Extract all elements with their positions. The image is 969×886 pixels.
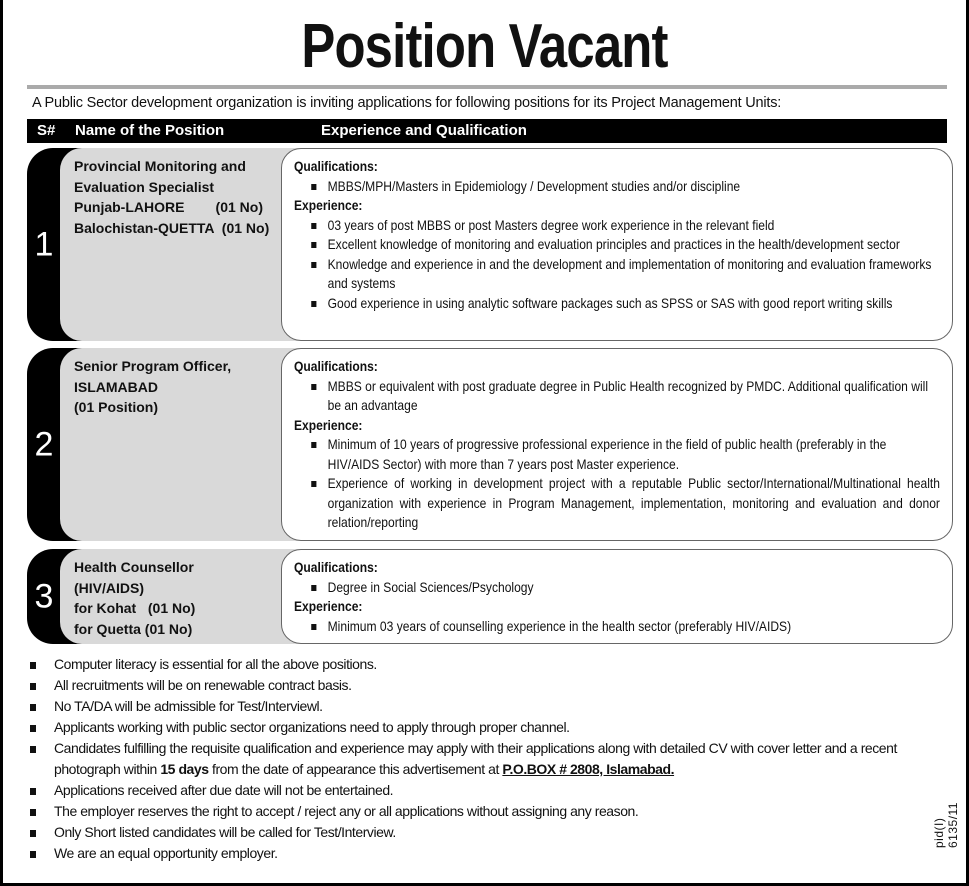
experience-item: Minimum 03 years of counselling experience in the health sector (preferably HIV/AIDS) — [311, 617, 940, 637]
position-row — [27, 348, 953, 541]
header-experience: Experience and Qualification — [321, 122, 527, 139]
position-number: 2 — [34, 425, 54, 463]
experience-label: Experience: — [294, 416, 363, 433]
note-item: The employer reserves the right to accept / reject any or all applications without assigning any reason. — [30, 801, 930, 822]
divider — [27, 85, 947, 89]
position-name: Senior Program Officer, ISLAMABAD (01 Position) — [60, 348, 312, 541]
header-sno: S# — [37, 122, 56, 139]
position-details — [281, 348, 953, 541]
experience-label: Experience: — [294, 197, 363, 213]
experience-item: Excellent knowledge of monitoring and evaluation principles and practices in the health/development sector — [311, 235, 940, 255]
experience-item: Knowledge and experience in and the development and implementation of monitoring and evaluation frameworks and systems — [311, 255, 940, 294]
note-item: Only Short listed candidates will be called for Test/Interview. — [30, 822, 930, 843]
qualifications-label: Qualifications: — [294, 358, 378, 374]
apply-text-mid: from the date of appearance this advertisement at — [208, 761, 503, 777]
position-name: Provincial Monitoring and Evaluation Specialist Punjab-LAHORE (01 No) Balochistan-QUETTA (01 No) — [60, 148, 312, 341]
note-item: Computer literacy is essential for all the above positions. — [30, 654, 930, 675]
experience-label: Experience: — [294, 598, 363, 614]
publication-id: pid(I) 6135/11 — [932, 802, 960, 848]
deadline-days: 15 days — [160, 761, 209, 777]
position-number: 1 — [34, 225, 54, 263]
position-row — [27, 148, 953, 341]
notes-list — [30, 654, 930, 864]
note-item: All recruitments will be on renewable contract basis. — [30, 675, 930, 696]
details-content — [294, 157, 940, 313]
po-box-address: P.O.BOX # 2808, Islamabad. — [502, 761, 675, 777]
note-item-apply — [30, 738, 930, 780]
header-name: Name of the Position — [75, 122, 225, 139]
experience-item: Minimum of 10 years of progressive professional experience in the field of public health (preferably in the HIV/AIDS Sector) with more than 7 years post Master experience. — [311, 435, 940, 474]
details-content — [294, 357, 940, 533]
intro-text: A Public Sector development organization is inviting applications for following positions for its Project Management Units: — [32, 95, 782, 111]
position-details — [281, 148, 953, 341]
qualification-item: MBBS or equivalent with post graduate degree in Public Health recognized by PMDC. Additional qualification will be an advantage — [311, 377, 940, 416]
position-name: Health Counsellor (HIV/AIDS) for Kohat (01 No) for Quetta (01 No) — [60, 549, 312, 644]
qualification-item: Degree in Social Sciences/Psychology — [311, 578, 940, 598]
qualifications-label: Qualifications: — [294, 158, 378, 174]
experience-item: Experience of working in development project with a reputable Public sector/International/Multinational health organization with experience in Program Management, implementation, monitoring and evaluation and donor relation/reporting — [311, 474, 940, 533]
position-details — [281, 549, 953, 644]
table-header — [27, 119, 947, 143]
position-row — [27, 549, 953, 644]
experience-item: Good experience in using analytic software packages such as SPSS or SAS with good report writing skills — [311, 294, 940, 314]
qualification-item: MBBS/MPH/Masters in Epidemiology / Development studies and/or discipline — [311, 177, 940, 197]
note-item: Applications received after due date will not be entertained. — [30, 780, 930, 801]
experience-item: 03 years of post MBBS or post Masters degree work experience in the relevant field — [311, 216, 940, 236]
position-number: 3 — [34, 577, 54, 615]
details-content — [294, 558, 940, 636]
qualifications-label: Qualifications: — [294, 559, 378, 575]
note-item: No TA/DA will be admissible for Test/Interviewl. — [30, 696, 930, 717]
note-item: Applicants working with public sector organizations need to apply through proper channel. — [30, 717, 930, 738]
note-item: We are an equal opportunity employer. — [30, 843, 930, 864]
page-title: Position Vacant — [301, 12, 668, 81]
apply-text: Candidates fulfilling the requisite qualification and experience may apply with their applications along with detailed CV with cover letter and a recent photograph within — [54, 740, 897, 777]
